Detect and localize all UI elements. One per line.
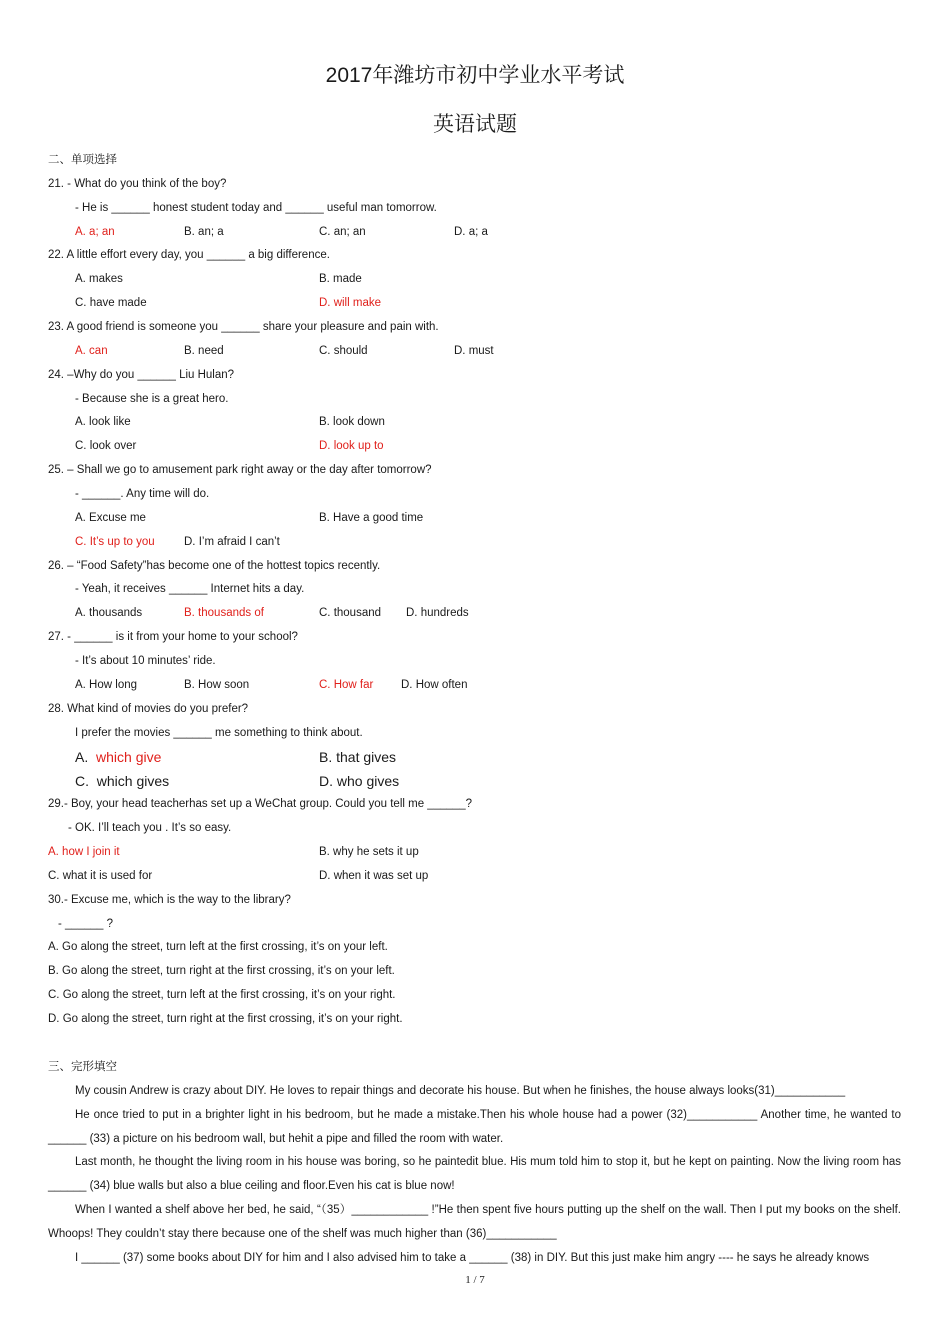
question-23-option-a: A. can <box>75 345 108 357</box>
question-23-option-b: B. need <box>184 345 224 357</box>
question-24-line2: - Because she is a great hero. <box>75 393 229 405</box>
question-23-stem: 23. A good friend is someone you ______ share your pleasure and pain with. <box>48 321 439 333</box>
question-25-option-d: D. I’m afraid I can’t <box>184 536 280 548</box>
question-29-option-a: A. how I join it <box>48 846 120 858</box>
question-21-option-a: A. a; an <box>75 226 115 238</box>
question-29-option-c: C. what it is used for <box>48 870 153 882</box>
question-28-option-a <box>75 749 161 766</box>
exam-subtitle: 英语试题 <box>433 113 517 136</box>
question-25-option-c: C. It’s up to you <box>75 536 155 548</box>
passage-paragraph-1: My cousin Andrew is crazy about DIY. He loves to repair things and decorate his house. But when he finishes, the house always looks(31)___________ <box>75 1085 846 1097</box>
option-c-label: C. <box>75 773 89 789</box>
section-heading-cloze: 三、完形填空 <box>48 1061 117 1073</box>
passage-paragraph-5: I ______ (37) some books about DIY for him and I also advised him to take a ______ (38) in DIY. But this just make him angry ---- he says he already knows <box>75 1252 870 1264</box>
passage-paragraph-4: When I wanted a shelf above her bed, he said, “（35）____________ !”He then spent five hours putting up the shelf on the wall. Then I put my books on the shelf. Whoops! They couldn’t stay there because one of the shelf was much higher than (36)___________ <box>48 1204 901 1240</box>
section-heading-multiple-choice: 二、单项选择 <box>48 154 117 166</box>
question-21-option-b: B. an; a <box>184 226 224 238</box>
question-24-option-c: C. look over <box>75 440 137 452</box>
question-29-line2: - OK. I’ll teach you . It’s so easy. <box>68 822 232 834</box>
question-29-stem: 29.- Boy, your head teacherhas set up a WeChat group. Could you tell me ______? <box>48 798 473 810</box>
question-27-line2: - It’s about 10 minutes’ ride. <box>75 655 216 667</box>
question-22-option-a: A. makes <box>75 273 123 285</box>
question-23-option-d: D. must <box>454 345 494 357</box>
question-30-line2: - ______ ? <box>58 918 113 930</box>
question-27-stem: 27. - ______ is it from your home to your school? <box>48 631 298 643</box>
question-28-option-b: B. that gives <box>319 749 397 765</box>
question-30-option-c: C. Go along the street, turn left at the first crossing, it’s on your right. <box>48 989 396 1001</box>
question-22-option-d: D. will make <box>319 297 381 309</box>
question-24-stem: 24. –Why do you ______ Liu Hulan? <box>48 369 235 381</box>
question-28-option-c <box>75 773 169 790</box>
question-26-stem: 26. – “Food Safety”has become one of the hottest topics recently. <box>48 560 381 572</box>
passage-paragraph-3: Last month, he thought the living room in his house was boring, so he paintedit blue. His mum told him to stop it, but he kept on painting. Now the living room has ______ (34) blue walls but also a blue ceiling and floor.Even his cat is blue now! <box>48 1156 901 1192</box>
question-28-line2: I prefer the movies ______ me something to think about. <box>75 727 363 739</box>
question-29-option-d: D. when it was set up <box>319 870 429 882</box>
question-25-option-b: B. Have a good time <box>319 512 424 524</box>
exam-title: 2017年潍坊市初中学业水平考试 <box>325 64 625 87</box>
question-26-line2: - Yeah, it receives ______ Internet hits a day. <box>75 583 305 595</box>
passage-paragraph-2: He once tried to put in a brighter light in his bedroom, but he made a mistake.Then his whole house had a power (32)___________ Another time, he wanted to ______ (33) a picture on his bedroom wall, but hehit a pipe and filled the room with water. <box>48 1109 901 1145</box>
question-24-option-a: A. look like <box>75 416 131 428</box>
option-c-text: which gives <box>96 773 170 789</box>
question-27-option-d: D. How often <box>401 679 468 691</box>
question-25-line2: - ______. Any time will do. <box>75 488 210 500</box>
question-30-option-d: D. Go along the street, turn right at the first crossing, it’s on your right. <box>48 1013 403 1025</box>
question-27-option-c: C. How far <box>319 679 374 691</box>
question-21-stem: 21. - What do you think of the boy? <box>48 178 227 190</box>
question-24-option-b: B. look down <box>319 416 385 428</box>
option-a-text: which give <box>96 749 162 765</box>
question-29-option-b: B. why he sets it up <box>319 846 419 858</box>
question-26-option-a: A. thousands <box>75 607 143 619</box>
question-26-option-b: B. thousands of <box>184 607 264 619</box>
question-22-stem: 22. A little effort every day, you ______ a big difference. <box>48 249 330 261</box>
question-27-option-a: A. How long <box>75 679 138 691</box>
question-28-stem: 28. What kind of movies do you prefer? <box>48 703 249 715</box>
question-24-option-d: D. look up to <box>319 440 384 452</box>
question-28-option-d: D. who gives <box>319 773 400 789</box>
question-23-option-c: C. should <box>319 345 368 357</box>
question-21-option-c: C. an; an <box>319 226 366 238</box>
question-21-line2: - He is ______ honest student today and ______ useful man tomorrow. <box>75 202 437 214</box>
question-22-option-b: B. made <box>319 273 362 285</box>
question-25-option-a: A. Excuse me <box>75 512 146 524</box>
question-30-option-b: B. Go along the street, turn right at the first crossing, it’s on your left. <box>48 965 395 977</box>
question-30-option-a: A. Go along the street, turn left at the first crossing, it’s on your left. <box>48 941 388 953</box>
question-25-stem: 25. – Shall we go to amusement park right away or the day after tomorrow? <box>48 464 432 476</box>
option-a-label: A. <box>75 749 89 765</box>
question-30-stem: 30.- Excuse me, which is the way to the library? <box>48 894 291 906</box>
question-26-option-d: D. hundreds <box>406 607 469 619</box>
question-21-option-d: D. a; a <box>454 226 488 238</box>
page-number: 1 / 7 <box>465 1274 485 1286</box>
question-22-option-c: C. have made <box>75 297 147 309</box>
question-26-option-c: C. thousand <box>319 607 382 619</box>
question-27-option-b: B. How soon <box>184 679 250 691</box>
